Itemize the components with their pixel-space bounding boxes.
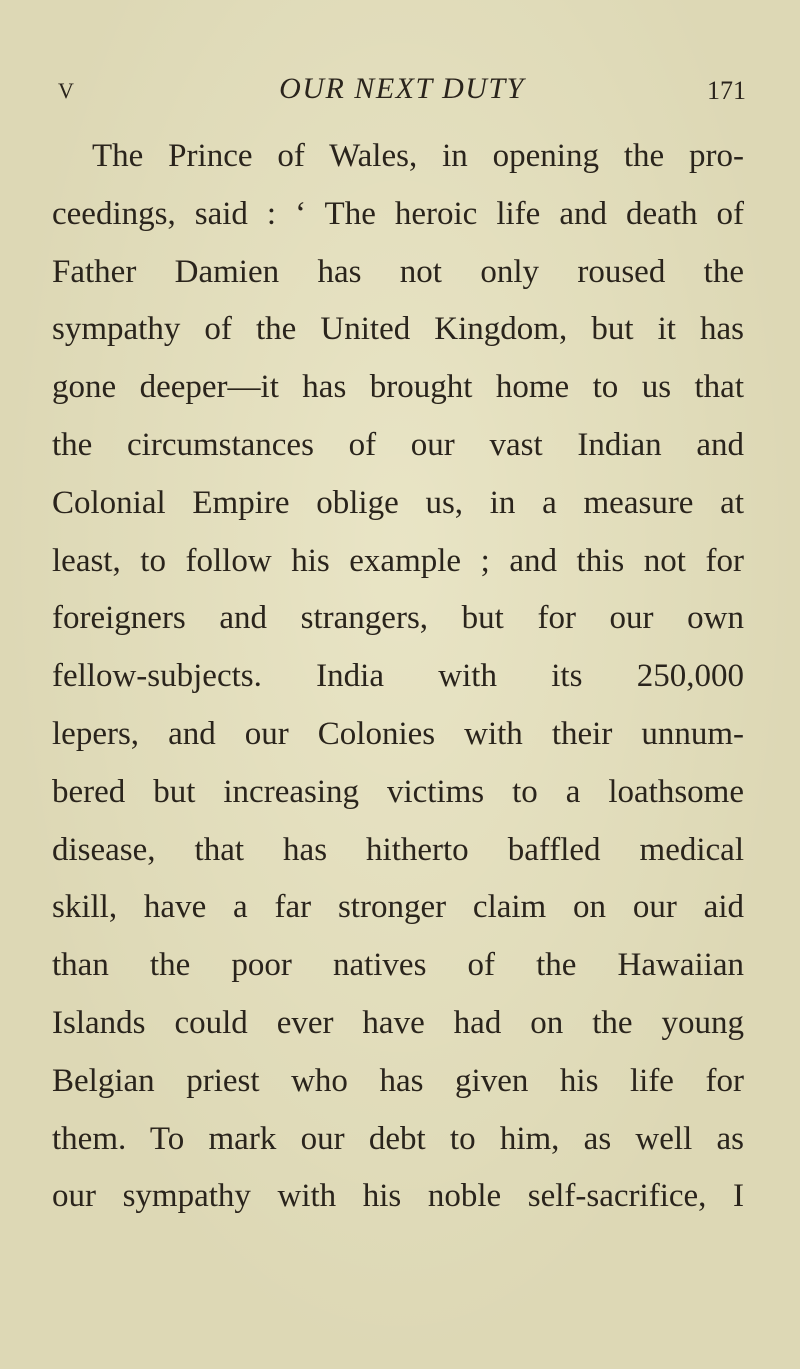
text-line: disease, that has hitherto baffled medical	[52, 831, 744, 868]
text-line: Belgian priest who has given his life for	[52, 1062, 744, 1099]
text-line: lepers, and our Colonies with their unnum-	[52, 715, 744, 752]
body-paragraph	[52, 128, 744, 1226]
text-line: them. To mark our debt to him, as well as	[52, 1120, 744, 1157]
chapter-number: V	[58, 78, 75, 103]
text-line: Colonial Empire oblige us, in a measure at	[52, 484, 744, 521]
text-line: foreigners and strangers, but for our own	[52, 600, 744, 637]
text-line: our sympathy with his noble self-sacrifice, I	[52, 1178, 744, 1215]
text-line: Father Damien has not only roused the	[52, 253, 744, 290]
page-number: 171	[707, 76, 746, 105]
text-line: gone deeper—it has brought home to us that	[52, 369, 744, 406]
running-head	[58, 72, 746, 112]
text-line: than the poor natives of the Hawaiian	[52, 947, 744, 984]
text-line: skill, have a far stronger claim on our aid	[52, 889, 744, 926]
text-line: sympathy of the United Kingdom, but it has	[52, 311, 744, 348]
text-line: ceedings, said : ‘ The heroic life and death of	[52, 195, 744, 232]
text-line: the circumstances of our vast Indian and	[52, 426, 744, 463]
text-line: least, to follow his example ; and this not for	[52, 542, 744, 579]
text-line: fellow-subjects. India with its 250,000	[52, 658, 744, 695]
chapter-title: OUR NEXT DUTY	[279, 72, 525, 105]
text-line: bered but increasing victims to a loathsome	[52, 773, 744, 810]
text-line: Islands could ever have had on the young	[52, 1004, 744, 1041]
text-line: The Prince of Wales, in opening the pro-	[92, 138, 744, 174]
